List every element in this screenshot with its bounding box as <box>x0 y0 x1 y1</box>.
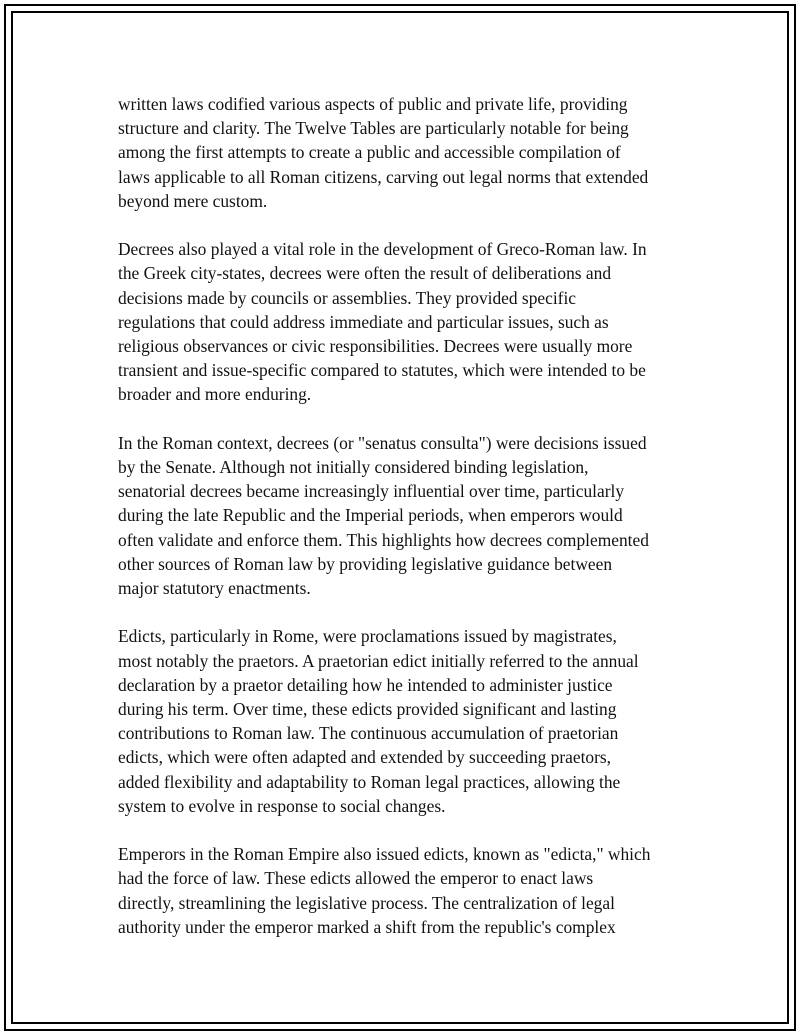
paragraph-imperial-edicts: Emperors in the Roman Empire also issued edicts, known as "edicta," which had the force of law. These edicts allowed the emperor to enact laws directly, streamlining the legislative process. The centralization of legal authority under the emperor marked a shift from the republic's complex <box>118 844 651 937</box>
paragraph-greek-decrees: Decrees also played a vital role in the development of Greco-Roman law. In the Greek city-states, decrees were often the result of deliberations and decisions made by councils or assemblies. They provided specific regulations that could address immediate and particular issues, such as religious observances or civic responsibilities. Decrees were usually more transient and issue-specific compared to statutes, which were intended to be broader and more enduring. <box>118 239 647 405</box>
document-body <box>118 92 683 939</box>
paragraph-senatus-consulta: In the Roman context, decrees (or "senatus consulta") were decisions issued by the Senate. Although not initially considered binding legislation, senatorial decrees became increasingly influential over time, particularly during the late Republic and the Imperial periods, when emperors would often validate and enforce them. This highlights how decrees complemented other sources of Roman law by providing legislative guidance between major statutory enactments. <box>118 432 649 599</box>
paragraph-praetorian-edicts: Edicts, particularly in Rome, were proclamations issued by magistrates, most notably the praetors. A praetorian edict initially referred to the annual declaration by a praetor detailing how he intended to administer justice during his term. Over time, these edicts provided significant and lasting contributions to Roman law. The continuous accumulation of praetorian edicts, which were often adapted and extended by succeeding praetors, added flexibility and adaptability to Roman legal practices, allowing the system to evolve in response to social changes. <box>118 626 639 816</box>
paragraph-twelve-tables: written laws codified various aspects of public and private life, providing structure and clarity. The Twelve Tables are particularly notable for being among the first attempts to create a public and accessible compilation of laws applicable to all Roman citizens, carving out legal norms that extended beyond mere custom. <box>118 94 649 211</box>
